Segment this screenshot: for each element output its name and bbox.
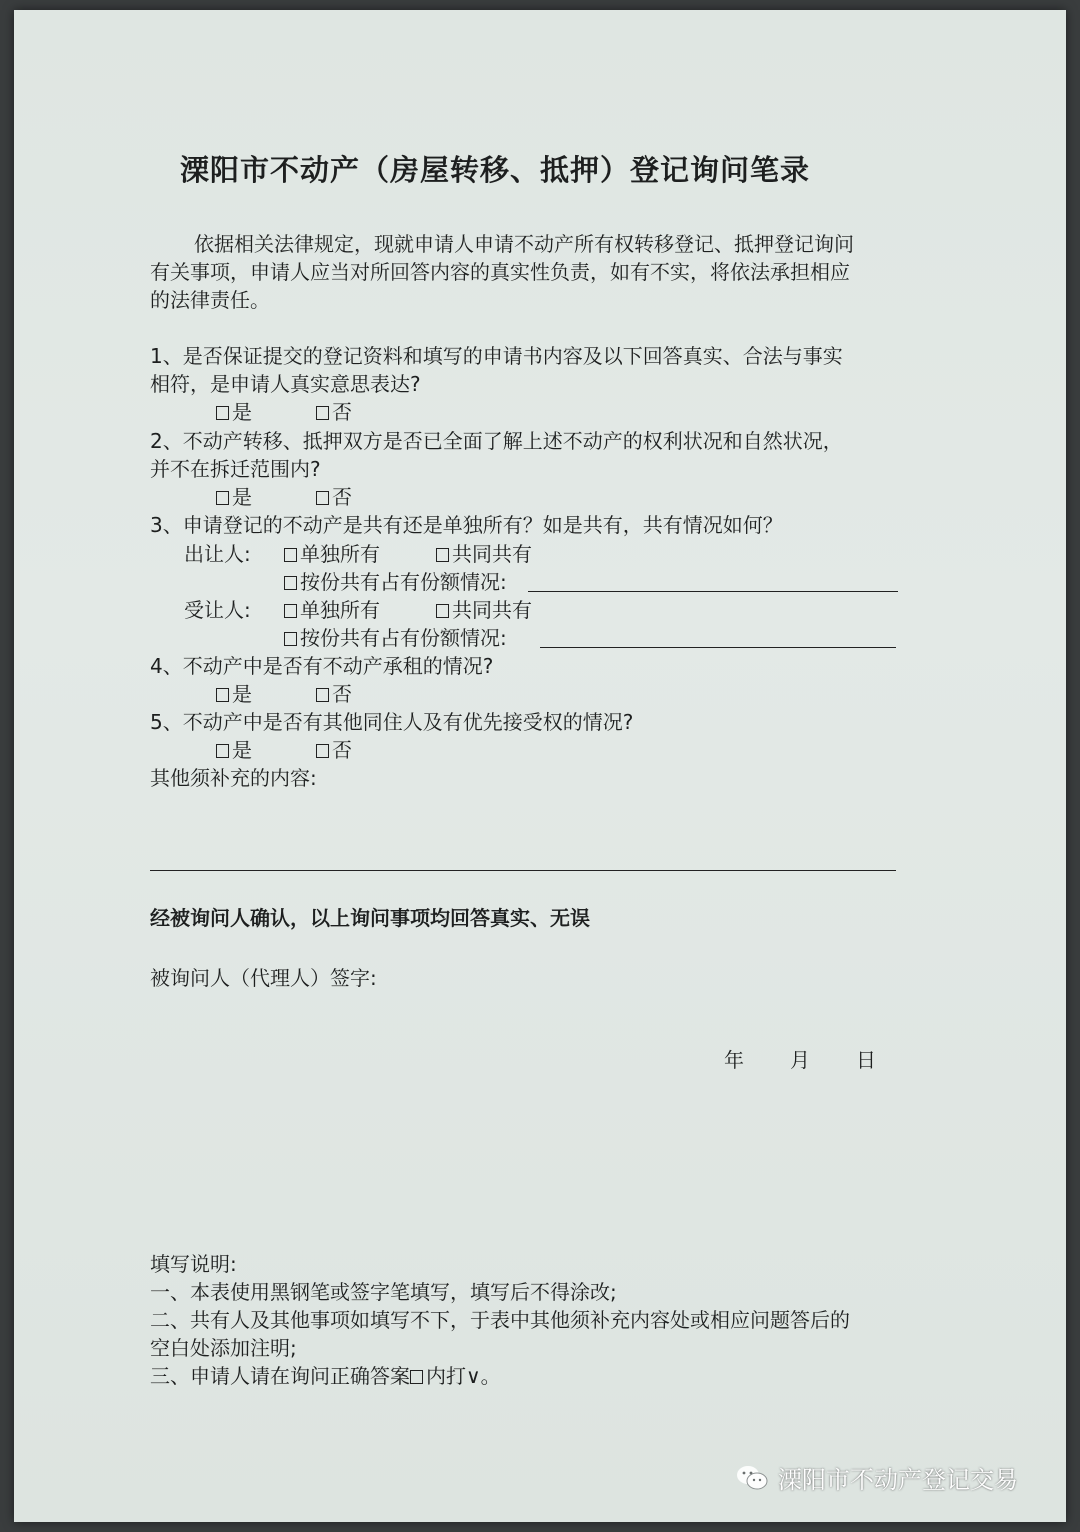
q1-yes-option[interactable]: 是: [216, 398, 252, 426]
q5-no-option[interactable]: 否: [316, 736, 352, 764]
q2-yes-option[interactable]: 是: [216, 483, 252, 511]
question-1-line-2: 相符，是申请人真实意思表达?: [150, 372, 421, 396]
checkbox-icon[interactable]: [216, 406, 229, 420]
intro-line-3: 的法律责任。: [150, 288, 270, 312]
wechat-icon: [736, 1464, 768, 1492]
note-1: 一、本表使用黑钢笔或签字笔填写，填写后不得涂改;: [150, 1280, 617, 1304]
checkbox-icon[interactable]: [216, 688, 229, 702]
seller-label: 出让人:: [184, 542, 251, 566]
question-2-line-1: 2、不动产转移、抵押双方是否已全面了解上述不动产的权利状况和自然状况，: [150, 429, 843, 453]
confirmation-statement: 经被询问人确认，以上询问事项均回答真实、无误: [150, 906, 590, 930]
checkbox-icon[interactable]: [316, 744, 329, 758]
question-2-line-2: 并不在拆迁范围内?: [150, 457, 321, 481]
seller-share-blank[interactable]: [528, 591, 898, 592]
checkbox-icon[interactable]: [284, 576, 297, 590]
buyer-label: 受让人:: [184, 598, 251, 622]
checkbox-icon[interactable]: [216, 491, 229, 505]
signature-label: 被询问人（代理人）签字:: [150, 966, 377, 990]
checkbox-icon[interactable]: [316, 491, 329, 505]
buyer-share-option[interactable]: 按份共有占有份额情况:: [284, 624, 507, 652]
notes-heading: 填写说明:: [150, 1252, 237, 1276]
buyer-sole-option[interactable]: 单独所有: [284, 596, 380, 624]
q2-no-option[interactable]: 否: [316, 483, 352, 511]
checkbox-icon[interactable]: [216, 744, 229, 758]
date-month: 月: [790, 1048, 810, 1072]
checkbox-icon[interactable]: [316, 406, 329, 420]
date-day: 日: [856, 1048, 876, 1072]
watermark-text: 溧阳市不动产登记交易: [778, 1466, 1018, 1494]
note-2-line-1: 二、共有人及其他事项如填写不下，于表中其他须补充内容处或相应问题答后的: [150, 1308, 850, 1332]
watermark: [736, 1460, 1018, 1495]
intro-line-2: 有关事项，申请人应当对所回答内容的真实性负责，如有不实，将依法承担相应: [150, 260, 850, 284]
question-3: 3、申请登记的不动产是共有还是单独所有？如是共有，共有情况如何？: [150, 513, 783, 537]
q4-no-option[interactable]: 否: [316, 680, 352, 708]
seller-sole-option[interactable]: 单独所有: [284, 540, 380, 568]
q4-yes-option[interactable]: 是: [216, 680, 252, 708]
checkbox-icon[interactable]: [436, 548, 449, 562]
checkbox-icon: [410, 1370, 423, 1384]
question-4: 4、不动产中是否有不动产承租的情况?: [150, 654, 494, 678]
question-5: 5、不动产中是否有其他同住人及有优先接受权的情况?: [150, 710, 634, 734]
checkbox-icon[interactable]: [316, 688, 329, 702]
date-year: 年: [724, 1048, 744, 1072]
intro-line-1: 依据相关法律规定，现就申请人申请不动产所有权转移登记、抵押登记询问: [194, 232, 854, 256]
note-3: 三、申请人请在询问正确答案 内打∨。: [150, 1364, 501, 1388]
question-1-line-1: 1、是否保证提交的登记资料和填写的申请书内容及以下回答真实、合法与事实: [150, 344, 843, 368]
seller-joint-option[interactable]: 共同共有: [436, 540, 532, 568]
checkbox-icon[interactable]: [284, 632, 297, 646]
page-title: 溧阳市不动产（房屋转移、抵押）登记询问笔录: [180, 153, 811, 187]
buyer-share-blank[interactable]: [540, 647, 896, 648]
note-2-line-2: 空白处添加注明;: [150, 1336, 297, 1360]
q1-no-option[interactable]: 否: [316, 398, 352, 426]
other-content-blank[interactable]: [150, 870, 896, 871]
checkbox-icon[interactable]: [284, 548, 297, 562]
checkbox-icon[interactable]: [436, 604, 449, 618]
other-content-label: 其他须补充的内容:: [150, 766, 317, 790]
checkbox-icon[interactable]: [284, 604, 297, 618]
q5-yes-option[interactable]: 是: [216, 736, 252, 764]
buyer-joint-option[interactable]: 共同共有: [436, 596, 532, 624]
seller-share-option[interactable]: 按份共有占有份额情况:: [284, 568, 507, 596]
